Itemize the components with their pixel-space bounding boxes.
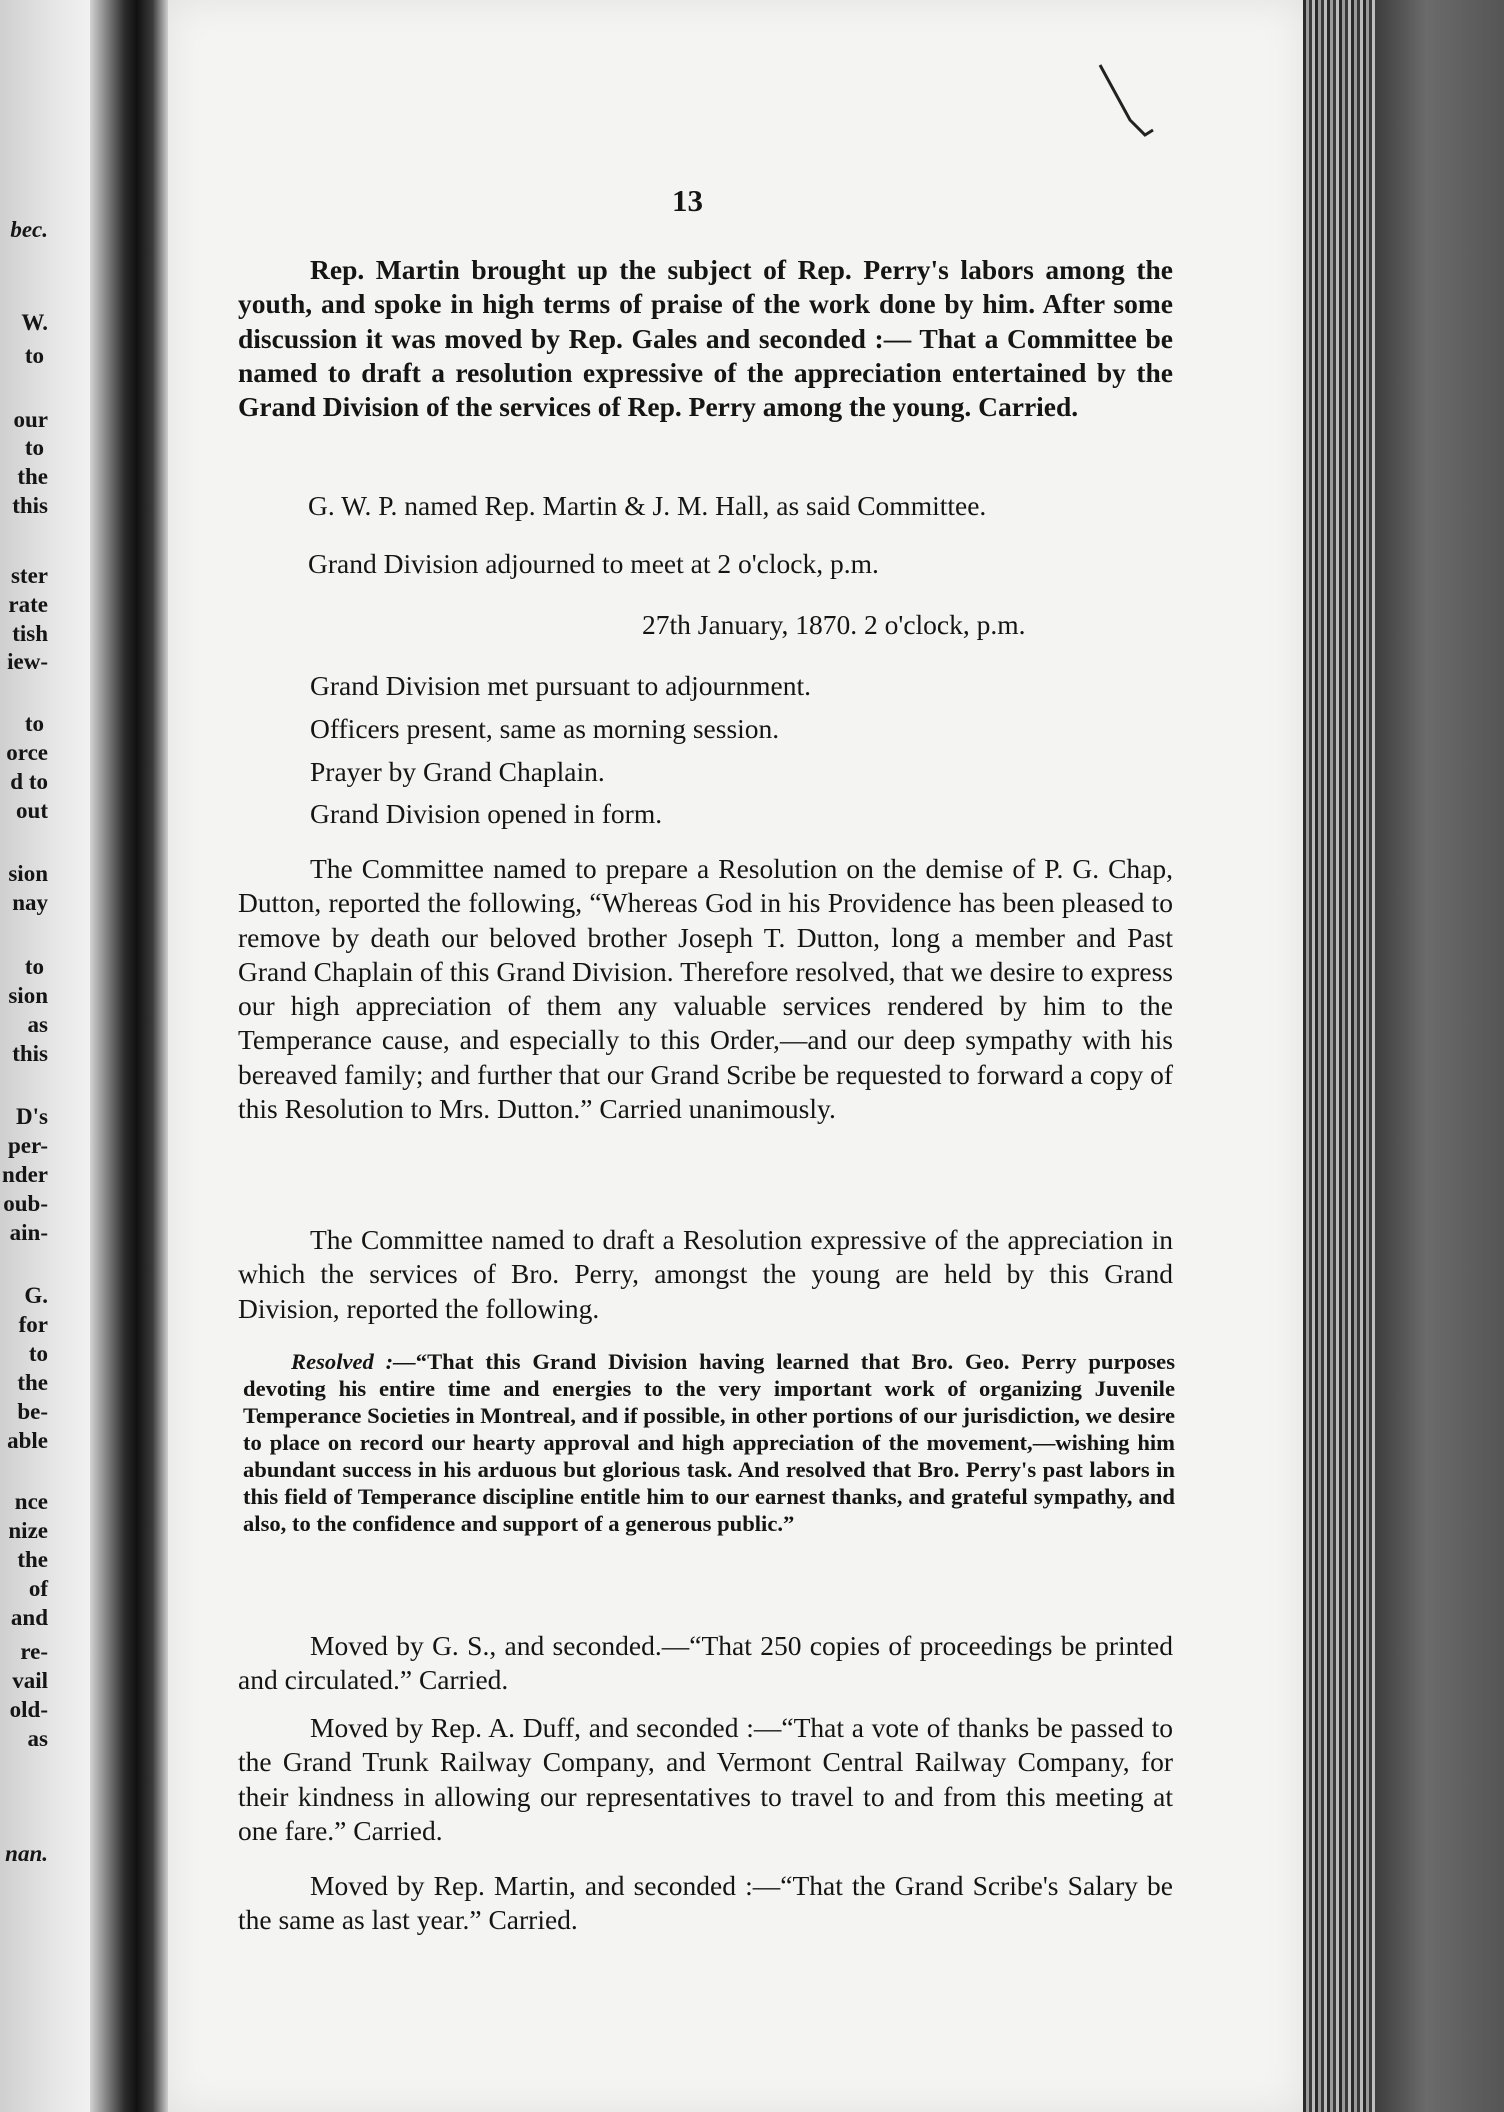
margin-fragment: this (12, 1041, 48, 1066)
margin-fragment: nan. (5, 1841, 48, 1866)
pencil-mark-icon (1095, 60, 1155, 150)
paragraph-prayer: Prayer by Grand Chaplain. (310, 756, 605, 787)
margin-fragment: as (27, 1012, 48, 1037)
page-number: 13 (672, 183, 703, 218)
margin-fragment: rate (8, 592, 48, 617)
margin-fragment: nce (14, 1489, 48, 1514)
margin-fragment: orce (6, 740, 48, 765)
margin-fragment: old- (9, 1697, 48, 1722)
margin-fragment: d to (10, 769, 48, 794)
paragraph-scribe-salary: Moved by Rep. Martin, and seconded :—“That the Grand Scribe's Salary be the same as last year.” Carried. (238, 1870, 1173, 1936)
spine-shadow (1375, 0, 1504, 2112)
paragraph-perry-committee-report: The Committee named to draft a Resolution expressive of the appreciation in which the services of Bro. Perry, amongst the young are held by this Grand Division, reported the following. (238, 1224, 1173, 1324)
margin-fragment: nay (12, 890, 48, 915)
book-gutter-shadow (90, 0, 168, 2112)
margin-fragment: for (18, 1312, 48, 1337)
paragraph-adjourned: Grand Division adjourned to meet at 2 o'clock, p.m. (308, 548, 879, 579)
margin-fragment: be- (17, 1399, 48, 1424)
resolved-lead: Resolved :— (291, 1349, 416, 1374)
margin-fragment: nder (2, 1162, 48, 1187)
margin-fragment: vail (12, 1668, 48, 1693)
margin-fragment: this (12, 493, 48, 518)
margin-fragment: nize (8, 1518, 48, 1543)
date-line: 27th January, 1870. 2 o'clock, p.m. (642, 609, 1026, 640)
margin-fragment: able (7, 1428, 48, 1453)
margin-fragment: to (24, 954, 44, 979)
margin-fragment: as (27, 1726, 48, 1751)
margin-fragment: G. (24, 1283, 48, 1308)
adjacent-page-strip (0, 0, 90, 2112)
margin-fragment: oub- (3, 1191, 48, 1216)
margin-fragment: and (10, 1605, 48, 1630)
resolved-block (243, 1348, 1175, 1537)
margin-fragment: ain- (9, 1220, 48, 1245)
paragraph-dutton-resolution: The Committee named to prepare a Resolution on the demise of P. G. Chap, Dutton, reported the following, “Whereas God in his Providence has been pleased to remove by death our beloved brother Joseph T. Dutton, long a member and Past Grand Chaplain of this Grand Division. Therefore resolved, that we desire to express our high appreciation of them any valuable services rendered by him to the Temperance cause, and especially to this Order,—and our deep sympathy with his bereaved family; and further that our Grand Scribe be requested to forward a copy of this Resolution to Mrs. Dutton.” Carried unanimously. (238, 853, 1173, 1125)
book-spine-edge (1303, 0, 1504, 2112)
margin-fragment: out (16, 798, 48, 823)
margin-fragment: to (24, 435, 44, 460)
margin-fragment: ster (10, 563, 48, 588)
margin-fragment: sion (8, 861, 48, 886)
margin-fragment: per- (7, 1133, 48, 1158)
margin-fragment: bec. (10, 217, 48, 242)
resolved-body: “That this Grand Division having learned that Bro. Geo. Perry purposes devoting his entire time and energies to the very important work of organizing Juvenile Temperance Societies in Montreal, and if possible, in other portions of our jurisdiction, we desire to place on record our hearty approval and high appreciation of the movement,—wishing him abundant success in his arduous but glorious task. And resolved that Bro. Perry's past labors in this field of Temperance discipline entitle him to our earnest thanks, and grateful sympathy, and also, to the confidence and support of a generous public.” (243, 1349, 1175, 1536)
paragraph-committee-named: G. W. P. named Rep. Martin & J. M. Hall, as said Committee. (308, 490, 987, 521)
margin-fragment: the (17, 1547, 48, 1572)
margin-fragment: to (24, 711, 44, 736)
margin-fragment: W. (21, 310, 48, 335)
paragraph-met-pursuant: Grand Division met pursuant to adjournment. (310, 670, 812, 701)
margin-fragment: to (28, 1341, 48, 1366)
paragraph-copies-printed: Moved by G. S., and seconded.—“That 250 copies of proceedings be printed and circulated.” Carried. (238, 1630, 1173, 1696)
margin-fragment: our (13, 407, 48, 432)
margin-fragment: sion (8, 983, 48, 1008)
margin-fragment: re- (20, 1639, 48, 1664)
margin-fragment: of (28, 1576, 48, 1601)
margin-fragment: the (17, 464, 48, 489)
paragraph-opened-in-form: Grand Division opened in form. (310, 798, 663, 829)
margin-fragment: to (24, 343, 44, 368)
margin-fragment: D's (16, 1104, 48, 1129)
margin-fragment: iew- (7, 649, 48, 674)
margin-fragment: tish (12, 621, 48, 646)
paragraph-officers-present: Officers present, same as morning session. (310, 713, 780, 744)
margin-fragment: the (17, 1370, 48, 1395)
paragraph-vote-of-thanks: Moved by Rep. A. Duff, and seconded :—“That a vote of thanks be passed to the Grand Trunk Railway Company, and Vermont Central Railway Company, for their kindness in allowing our representatives to travel to and from this meeting at one fare.” Carried. (238, 1712, 1173, 1846)
paragraph-perry-labors: Rep. Martin brought up the subject of Rep. Perry's labors among the youth, and spoke in high terms of praise of the work done by him. After some discussion it was moved by Rep. Gales and seconded :— That a Committee be named to draft a resolution expressive of the appreciation entertained by the Grand Division of the services of Rep. Perry among the young. Carried. (238, 254, 1173, 423)
